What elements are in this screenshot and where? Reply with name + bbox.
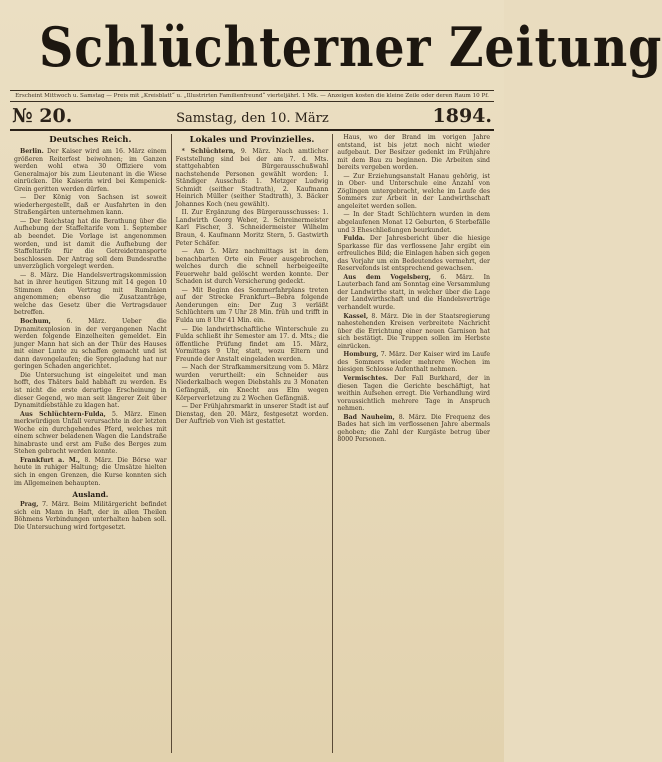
article-paragraph xyxy=(14,318,167,371)
article-text: 8. März. Die Frequenz des Bades hat sich im verflossenen Jahre abermals gehoben; die Zahl der Kurgäste betrug über 8000 Personen. xyxy=(337,413,491,444)
article-paragraph xyxy=(176,403,329,426)
article-paragraph xyxy=(337,134,490,172)
article-paragraph xyxy=(337,173,490,211)
article-text: — In der Stadt Schlüchtern wurden in dem abgelaufenen Monat 12 Geburten, 6 Sterbefälle und 3 Eheschließungen beurkundet. xyxy=(337,211,491,234)
article-paragraph xyxy=(176,248,329,286)
article-text: — Der König von Sachsen ist soweit wiederhergestellt, daß er Ausfahrten in den Straßengärten unternehmen kann. xyxy=(14,194,167,217)
issue-bar xyxy=(10,102,494,131)
article-text: Der Kaiser wird am 16. März einem größeren Reiterfest beiwohnen; im Ganzen werden wohl etwa 30 Offiziere vom Generalmajor bis zum Lieutenant in die Wiese einrücken. Die Kaiserin wird bei Kempenick-Grein geritten werden dürfen. xyxy=(14,148,167,193)
article-dateline: Homburg, xyxy=(343,351,379,359)
article-text: 9. März. Nach amtlicher Feststellung sind bei der am 7. d. Mts. stattgehabten Bürgerausschußwahl nachstehende Personen gewählt worden: I. Ständiger Ausschuß: 1. Metzger Ludwig Schmidt (seither Stadtrath), 2. Kaufmann Heinrich Müller (seither Stadtrath), 3. Bäcker Johannes Koch (neu gewählt). xyxy=(175,148,329,208)
article-text: — Der Reichstag hat die Berathung über die Aufhebung der Staffeltarife vom 1. September ab beendet. Die Vorlage ist angenommen worden, und ist damit die Aufhebung der Staffeltarife für die Getreidetransporte beschlossen. Der Antrag soll dem Bundesrathe unverzüglich vorgelegt werden. xyxy=(14,217,167,271)
article-dateline: Prag, xyxy=(20,501,39,509)
article-paragraph xyxy=(14,411,167,456)
article-paragraph xyxy=(14,501,167,531)
article-paragraph xyxy=(337,414,490,444)
section-subheading: Ausland. xyxy=(72,490,109,500)
article-text: Haus, wo der Brand im vorigen Jahre entstand, ist bis jetzt noch nicht wieder aufgebaut. Der Besitzer gedenkt im Frühjahre mit dem Bau zu beginnen. Die Arbeiten sind bereits vergeben worden. xyxy=(337,134,491,172)
issue-number: № 20. xyxy=(12,105,73,127)
issue-date: Samstag, den 10. März xyxy=(176,111,329,126)
article-paragraph xyxy=(14,194,167,217)
article-paragraph xyxy=(14,148,167,193)
article-dateline: Fulda. xyxy=(343,235,365,243)
article-dateline: Aus Schlüchtern-Fulda, xyxy=(20,410,106,418)
article-text: — Am 5. März nachmittags ist in dem benachbarten Orte ein Feuer ausgebrochen, welches durch die schnell herbeigeeilte Feuerwehr bald gelöscht werden konnte. Der Schaden ist durch Versicherung gedeckt. xyxy=(175,248,329,286)
article-text: — Die landwirthschaftliche Winterschule zu Fulda schließt ihr Semester am 17. d. Mts.; die öffentliche Prüfung findet am 15. März, Vormittags 9 Uhr, statt, wozu Eltern und Freunde der Anstalt eingeladen werden. xyxy=(175,325,329,363)
column-3 xyxy=(332,134,494,753)
article-paragraph xyxy=(176,326,329,364)
article-text: Der Fall Burkhard, der in diesen Tagen die Gerichte beschäftigt, hat weithin Aufsehen erregt. Die Verhandlung wird voraussichtlich mehrere Tage in Anspruch nehmen. xyxy=(337,374,491,413)
article-paragraph xyxy=(14,457,167,487)
article-paragraph xyxy=(337,351,490,374)
article-paragraph xyxy=(337,235,490,273)
issue-year: 1894. xyxy=(432,105,492,127)
article-text: — Zur Erziehungsanstalt Hanau gehörig, ist in Ober- und Unterschule eine Anzahl von Zöglingen untergebracht, welche im Laufe des Sommers zur Arbeit in der Landwirthschaft angeleitet werden sollen. xyxy=(337,172,491,210)
article-text: 6. März. In Lauterbach fand am Sonntag eine Versammlung der Landwirthe statt, in welcher über die Lage der Landwirthschaft und die Handelsverträge verhandelt wurde. xyxy=(337,273,491,312)
article-dateline: Bochum, xyxy=(20,318,51,326)
subscription-line: Erscheint Mittwoch u. Samstag — Preis mit „Kreisblatt“ u. „Illustrirten Familienfreund“ vierteljährl. 1 Mk. — Anzeigen kosten die kleine Zeile oder deren Raum 10 Pf. xyxy=(10,90,494,102)
article-text: 5. März. Einen merkwürdigen Unfall verursachte in der letzten Woche ein durchgehendes Pferd, welches mit einem schwer beladenen Wagen die Landstraße hinabraste und erst am Fuße des Berges zum Stehen gebracht werden konnte. xyxy=(14,410,167,456)
article-text: — 8. März. Die Handelsvertragskommission hat in ihrer heutigen Sitzung mit 14 gegen 10 Stimmen den Vertrag mit Rumänien angenommen; ebenso die Zusatzanträge, welche das Gesetz über die Vertragsdauer betreffen. xyxy=(14,271,167,317)
article-dateline: Kassel, xyxy=(343,312,369,320)
article-paragraph xyxy=(337,211,490,234)
article-paragraph xyxy=(337,274,490,312)
article-text: 8. März. Die Börse war heute in ruhiger Haltung; die Umsätze hielten sich in engen Grenzen, die Kurse konnten sich im Allgemeinen behaupten. xyxy=(14,456,167,487)
article-text: 6. März. Ueber die Dynamitexplosion in der vergangenen Nacht werden folgende Einzelheiten gemeldet. Ein junger Mann hat sich an der Thür des Hauses mit einer Lunte zu schaffen gemacht und ist dann davongelaufen; die Sprengladung hat nur geringen Schaden angerichtet. xyxy=(14,318,167,371)
article-dateline: Aus dem Vogelsberg, xyxy=(343,273,431,281)
article-text: — Der Frühjahrsmarkt in unserer Stadt ist auf Dienstag, den 20. März, festgesetzt worden. Der Auftrieb von Vieh ist gestattet. xyxy=(175,403,329,426)
article-paragraph xyxy=(14,218,167,271)
article-paragraph xyxy=(176,364,329,402)
article-text: 7. März. Beim Militärgericht befindet sich ein Mann in Haft, der in allen Theilen Böhmens Verbindungen unterhalten haben soll. Die Untersuchung wird fortgesetzt. xyxy=(14,501,167,531)
masthead-title: Schlüchterner Zeitung xyxy=(39,15,662,79)
column-1 xyxy=(10,134,171,753)
column-2 xyxy=(171,134,333,753)
article-text: — Nach der Strafkammersitzung vom 5. März wurden verurtheilt: ein Schneider aus Niederkalbach wegen Diebstahls zu 3 Monaten Gefängniß, ein Knecht aus Elm wegen Körperverletzung zu 2 Wochen Gefängniß. xyxy=(175,364,329,402)
article-paragraph xyxy=(176,287,329,325)
article-text: — Mit Beginn des Sommerfahrplans treten auf der Strecke Frankfurt—Bebra folgende Aenderungen ein: Der Zug 3 verläßt Schlüchtern um 7 Uhr 28 Min. früh und trifft in Fulda um 8 Uhr 41 Min. ein. xyxy=(175,286,329,325)
article-paragraph xyxy=(337,375,490,413)
article-text: II. Zur Ergänzung des Bürgerausschusses: 1. Landwirth Georg Weber, 2. Schreinermeister Karl Fischer, 3. Schneidermeister Wilhelm Braun, 4. Kaufmann Moritz Stern, 5. Gastwirth Peter Schäfer. xyxy=(175,209,329,247)
article-text: Die Untersuchung ist eingeleitet und man hofft, des Thäters bald habhaft zu werden. Es ist nicht die erste derartige Erscheinung in dieser Gegend, wo man seit längerer Zeit über Dynamitdiebstähle zu klagen hat. xyxy=(14,371,167,410)
article-paragraph xyxy=(337,313,490,351)
article-paragraph xyxy=(176,148,329,208)
article-dateline: Bad Nauheim, xyxy=(343,413,395,421)
section-heading: Deutsches Reich. xyxy=(49,135,132,145)
article-columns xyxy=(10,134,494,753)
section-heading: Lokales und Provinzielles. xyxy=(189,135,315,145)
article-dateline: * Schlüchtern, xyxy=(181,148,236,155)
article-paragraph xyxy=(14,372,167,410)
article-dateline: Berlin. xyxy=(20,148,44,155)
article-dateline: Vermischtes. xyxy=(343,374,388,382)
article-text: Der Jahresbericht über die hiesige Sparkasse für das verflossene Jahr ergibt ein erfreuliches Bild; die Einlagen haben sich gegen das Vorjahr um ein Bedeutendes vermehrt, der Reservefonds ist entsprechend gewachsen. xyxy=(337,235,491,273)
article-paragraph xyxy=(176,209,329,247)
article-text: 7. März. Der Kaiser wird im Laufe des Sommers wieder mehrere Wochen im hiesigen Schlosse Aufenthalt nehmen. xyxy=(337,351,491,374)
article-paragraph xyxy=(14,272,167,317)
article-dateline: Frankfurt a. M., xyxy=(20,456,81,464)
article-text: 8. März. Die in der Staatsregierung nahestehenden Kreisen verbreitete Nachricht über die Errichtung einer neuen Garnison hat sich bestätigt. Die Truppen sollen im Herbste einrücken. xyxy=(337,312,491,350)
